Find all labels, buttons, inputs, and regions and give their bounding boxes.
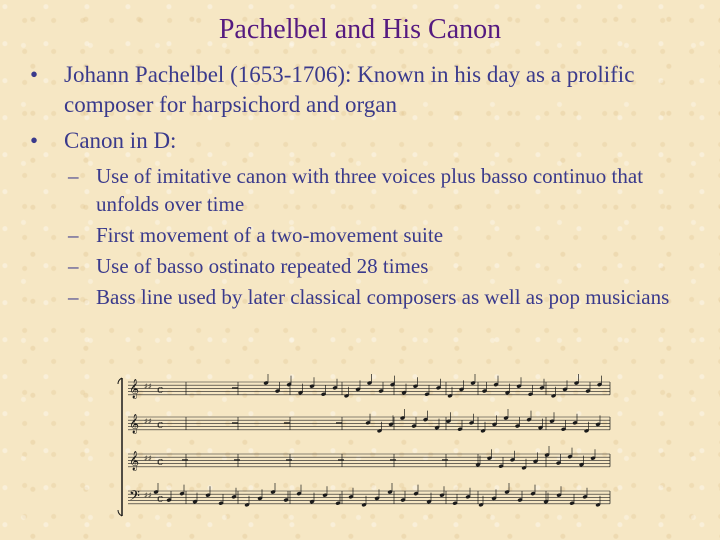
- subbullet-list: [30, 162, 690, 311]
- bullet-text: Canon in D:: [64, 128, 177, 153]
- time-signature-icon: c: [157, 418, 164, 431]
- time-signature-icon: c: [157, 455, 164, 468]
- bullet-marker: •: [30, 62, 39, 87]
- subbullet-text: Use of imitative canon with three voices plus basso continuo that unfolds over time: [96, 164, 644, 216]
- subbullet-text: Use of basso ostinato repeated 28 times: [96, 254, 429, 278]
- key-signature-icon: ♯♯: [144, 454, 152, 463]
- slide-title: Pachelbel and His Canon: [218, 14, 502, 45]
- bass-clef-icon: 𝄢: [129, 488, 140, 508]
- subbullet-marker: –: [68, 164, 79, 188]
- subbullet-item: [30, 252, 690, 280]
- bullet-list: [30, 60, 690, 311]
- subbullet-item: [30, 283, 690, 311]
- key-signature-icon: ♯♯: [144, 382, 152, 391]
- subbullet-item: [30, 162, 690, 218]
- treble-clef-icon: 𝄞: [129, 414, 140, 434]
- bullet-text: Johann Pachelbel (1653-1706): Known in his day as a prolific composer for harpsichord and organ: [64, 62, 635, 117]
- subbullet-text: First movement of a two-movement suite: [96, 223, 444, 247]
- treble-clef-icon: 𝄞: [129, 451, 140, 471]
- subbullet-text: Bass line used by later classical composers as well as pop musicians: [96, 285, 670, 309]
- subbullet-item: [30, 221, 690, 249]
- subbullet-marker: –: [68, 285, 79, 309]
- subbullet-marker: –: [68, 254, 79, 278]
- key-signature-icon: ♯♯: [144, 491, 152, 500]
- time-signature-icon: c: [157, 383, 164, 396]
- key-signature-icon: ♯♯: [144, 417, 152, 426]
- treble-clef-icon: 𝄞: [129, 379, 140, 399]
- bullet-marker: •: [30, 128, 39, 153]
- subbullet-marker: –: [68, 223, 79, 247]
- bullet-item: [30, 60, 690, 120]
- bullet-item: [30, 126, 690, 156]
- time-signature-icon: c: [157, 492, 164, 505]
- music-score-excerpt-icon: [116, 374, 616, 524]
